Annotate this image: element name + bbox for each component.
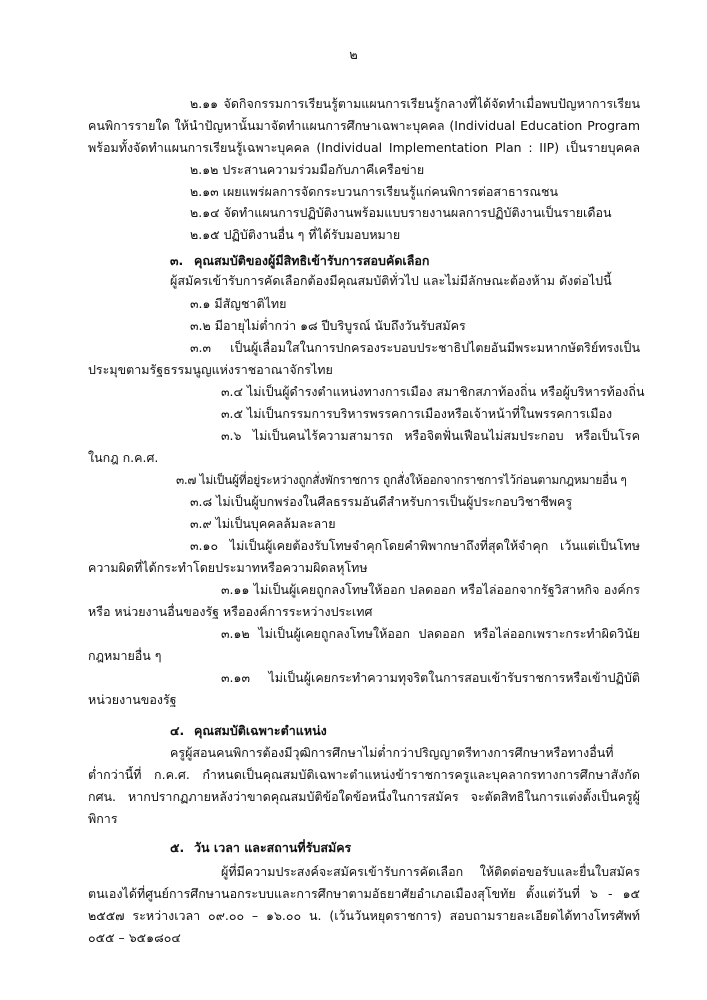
item-2-15: ๒.๑๕ ปฏิบัติงานอื่น ๆ ที่ได้รับมอบหมาย xyxy=(190,227,401,242)
item-3-5: ๓.๕ ไม่เป็นกรรมการบริหารพรรคการเมืองหรือเจ้าหน้าที่ในพรรคการเมือง xyxy=(221,406,613,421)
section-5-line-2: ตนเองได้ที่ศูนย์การศึกษานอกระบบและการศึกษาตามอัธยาศัยอำเภอเมืองสุโขทัย ตั้งแต่วันที่ ๖ - ๑๕ xyxy=(88,886,640,901)
item-3-2: ๓.๒ มีอายุไม่ต่ำกว่า ๑๘ ปีบริบูรณ์ นับถึงวันรับสมัคร xyxy=(190,318,466,333)
section-4-heading xyxy=(170,722,327,740)
page-number: ๒ xyxy=(349,48,358,63)
section-5-line-4: ๐๕๕ – ๖๕๑๘๐๔ xyxy=(88,930,181,945)
item-3-12-line-1: ๓.๑๒ ไม่เป็นผู้เคยถูกลงโทษให้ออก ปลดออก หรือไล่ออกเพราะกระทำผิดวินัย xyxy=(221,626,640,641)
item-3-11-line-2: หรือ หน่วยงานอื่นของรัฐ หรือองค์การระหว่างประเทศ xyxy=(88,604,373,619)
item-2-13: ๒.๑๓ เผยแพร่ผลการจัดกระบวนการเรียนรู้แก่คนพิการต่อสาธารณชน xyxy=(190,184,559,199)
item-2-11-line-2: คนพิการรายใด ให้นำปัญหานั้นมาจัดทำแผนการศึกษาเฉพาะบุคคล (Individual Education Program xyxy=(88,118,640,133)
section-4-line-1: ครูผู้สอนคนพิการต้องมีวุฒิการศึกษาไม่ต่ำกว่าปริญญาตรีทางการศึกษาหรือทางอื่นที่ xyxy=(170,745,614,760)
item-2-14: ๒.๑๔ จัดทำแผนการปฏิบัติงานพร้อมแบบรายงานผลการปฏิบัติงานเป็นรายเดือน xyxy=(190,205,612,220)
section-3-number: ๓. xyxy=(170,253,184,268)
section-5-number: ๕. xyxy=(170,840,185,855)
section-3-title: คุณสมบัติของผู้มีสิทธิเข้ารับการสอบคัดเลือก xyxy=(194,253,430,268)
item-3-6-line-2: ในกฎ ก.ค.ศ. xyxy=(88,450,159,465)
item-3-13-line-2: หน่วยงานของรัฐ xyxy=(88,692,177,707)
item-3-13-line-1: ๓.๑๓ ไม่เป็นผู้เคยกระทำความทุจริตในการสอบเข้ารับราชการหรือเข้าปฏิบัติ xyxy=(221,670,640,685)
section-4-number: ๔. xyxy=(170,723,185,738)
section-5-line-1: ผู้ที่มีความประสงค์จะสมัครเข้ารับการคัดเลือก ให้ติดต่อขอรับและยื่นใบสมัคร xyxy=(221,864,640,879)
section-4-line-3: กศน. หากปรากฏภายหลังว่าขาดคุณสมบัติข้อใดข้อหนึ่งในการสมัคร จะตัดสิทธิในการแต่งตั้งเป็นครูผู้ xyxy=(88,789,640,804)
item-3-10-line-2: ความผิดที่ได้กระทำโดยประมาทหรือความผิดลหุโทษ xyxy=(88,560,368,575)
section-3-intro: ผู้สมัครเข้ารับการคัดเลือกต้องมีคุณสมบัติทั่วไป และไม่มีลักษณะต้องห้าม ดังต่อไปนี้ xyxy=(170,273,612,288)
item-3-4: ๓.๔ ไม่เป็นผู้ดำรงตำแหน่งทางการเมือง สมาชิกสภาท้องถิ่น หรือผู้บริหารท้องถิ่น xyxy=(221,384,645,399)
section-5-title: วัน เวลา และสถานที่รับสมัคร xyxy=(194,840,352,855)
section-4-title: คุณสมบัติเฉพาะตำแหน่ง xyxy=(194,723,327,738)
section-5-heading xyxy=(170,839,351,857)
item-3-8: ๓.๘ ไม่เป็นผู้บกพร่องในศีลธรรมอันดีสำหรับการเป็นผู้ประกอบวิชาชีพครู xyxy=(190,494,573,509)
section-4-line-2: ต่ำกว่านี้ที่ ก.ค.ศ. กำหนดเป็นคุณสมบัติเฉพาะตำแหน่งข้าราชการครูและบุคลากรทางการศึกษาสังกัด xyxy=(88,767,640,782)
item-2-11-line-1: ๒.๑๑ จัดกิจกรรมการเรียนรู้ตามแผนการเรียนรู้กลางที่ได้จัดทำเมื่อพบปัญหาการเรียน xyxy=(190,96,640,111)
item-3-3-line-2: ประมุขตามรัฐธรรมนูญแห่งราชอาณาจักรไทย xyxy=(88,362,333,377)
section-4-line-4: พิการ xyxy=(88,811,118,826)
section-3-heading xyxy=(170,252,429,270)
item-3-12-line-2: กฎหมายอื่น ๆ xyxy=(88,648,162,663)
item-2-12: ๒.๑๒ ประสานความร่วมมือกับภาคีเครือข่าย xyxy=(190,162,425,177)
item-3-7: ๓.๗ ไม่เป็นผู้ที่อยู่ระหว่างถูกสั่งพักราชการ ถูกสั่งให้ออกจากราชการไว้ก่อนตามกฎหมายอื่น ๆ xyxy=(176,473,627,487)
item-3-9: ๓.๙ ไม่เป็นบุคคลล้มละลาย xyxy=(190,516,336,531)
item-3-3-line-1: ๓.๓ เป็นผู้เลื่อมใสในการปกครองระบอบประชาธิปไตยอันมีพระมหากษัตริย์ทรงเป็น xyxy=(190,340,640,355)
item-3-6-line-1: ๓.๖ ไม่เป็นคนไร้ความสามารถ หรือจิตฟั่นเฟือนไม่สมประกอบ หรือเป็นโรค xyxy=(221,428,640,443)
item-3-11-line-1: ๓.๑๑ ไม่เป็นผู้เคยถูกลงโทษให้ออก ปลดออก หรือไล่ออกจากรัฐวิสาหกิจ องค์กร xyxy=(221,582,640,597)
section-5-line-3: ๒๕๕๗ ระหว่างเวลา ๐๙.๐๐ – ๑๖.๐๐ น. (เว้นวันหยุดราชการ) สอบถามรายละเอียดได้ทางโทรศัพท์ xyxy=(88,908,640,923)
item-3-10-line-1: ๓.๑๐ ไม่เป็นผู้เคยต้องรับโทษจำคุกโดยคำพิพากษาถึงที่สุดให้จำคุก เว้นแต่เป็นโทษ xyxy=(190,538,640,553)
item-3-1: ๓.๑ มีสัญชาติไทย xyxy=(190,296,287,311)
item-2-11-line-3: พร้อมทั้งจัดทำแผนการเรียนรู้เฉพาะบุคคล (Individual Implementation Plan : IIP) เป็นรายบุคคล xyxy=(88,140,640,155)
